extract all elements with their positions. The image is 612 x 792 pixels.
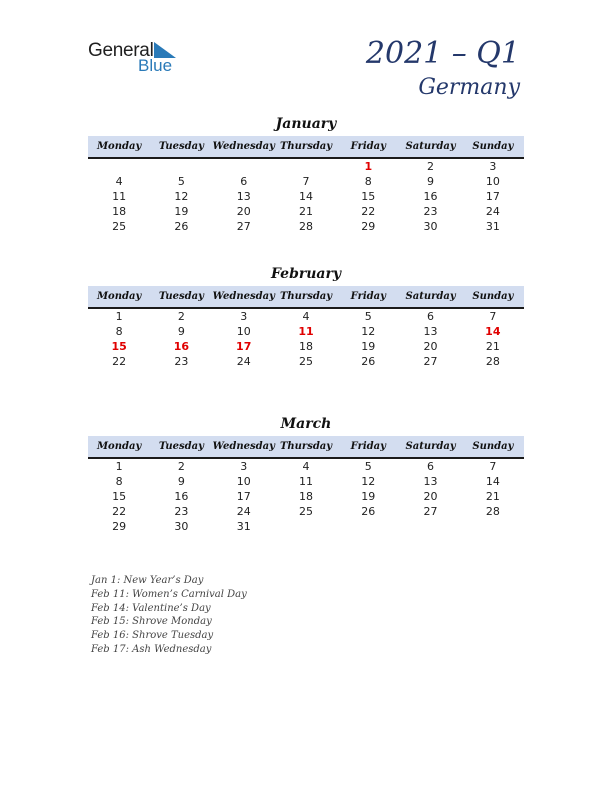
weeks-grid	[88, 459, 524, 534]
holiday-item: Feb 17: Ash Wednesday	[91, 643, 212, 655]
weekday-label: Saturday	[405, 441, 456, 452]
day-cell: 12	[361, 475, 376, 488]
day-cell: 2	[177, 460, 185, 473]
day-cell: 11	[112, 190, 127, 203]
month-calendar-january	[88, 116, 524, 234]
day-cell: 16	[174, 490, 189, 503]
weekday-label: Sunday	[472, 291, 514, 302]
day-cell: 28	[485, 355, 500, 368]
day-cell: 18	[298, 340, 313, 353]
weekday-label: Tuesday	[158, 441, 204, 452]
day-cell: 22	[112, 355, 127, 368]
day-cell: 27	[423, 505, 438, 518]
day-cell: 26	[361, 505, 376, 518]
weekday-label: Monday	[96, 441, 142, 452]
day-cell: 6	[427, 310, 435, 323]
weekday-header	[88, 286, 524, 309]
day-cell: 19	[361, 490, 376, 503]
weekday-label: Thursday	[279, 291, 333, 302]
day-cell: 25	[112, 220, 127, 233]
day-cell: 1	[115, 460, 123, 473]
week-row	[88, 354, 524, 369]
weekday-label: Sunday	[472, 441, 514, 452]
holiday-day-cell: 15	[111, 340, 127, 353]
month-calendar-february	[88, 266, 524, 369]
day-cell: 13	[423, 325, 438, 338]
day-cell: 14	[485, 475, 500, 488]
day-cell: 14	[298, 190, 313, 203]
day-cell: 29	[361, 220, 376, 233]
day-cell: 15	[361, 190, 376, 203]
day-cell: 18	[298, 490, 313, 503]
day-cell: 28	[298, 220, 313, 233]
day-cell: 13	[236, 190, 251, 203]
weekday-label: Friday	[350, 441, 386, 452]
day-cell: 24	[236, 505, 251, 518]
holiday-item: Feb 14: Valentine’s Day	[91, 602, 211, 614]
day-cell: 5	[177, 175, 185, 188]
day-cell: 20	[423, 490, 438, 503]
month-title: March	[280, 416, 332, 432]
page-title: 2021 – Q1	[365, 36, 520, 71]
day-cell: 2	[427, 160, 435, 173]
day-cell: 27	[423, 355, 438, 368]
day-cell: 3	[240, 310, 248, 323]
day-cell: 17	[485, 190, 500, 203]
day-cell: 19	[174, 205, 189, 218]
weekday-label: Tuesday	[158, 291, 204, 302]
week-row	[88, 324, 524, 339]
day-cell: 9	[177, 475, 185, 488]
weekday-label: Wednesday	[212, 291, 275, 302]
day-cell: 4	[302, 460, 310, 473]
day-cell: 10	[236, 475, 251, 488]
day-cell: 23	[423, 205, 438, 218]
holiday-item: Feb 15: Shrove Monday	[91, 616, 212, 628]
week-row	[88, 339, 524, 354]
day-cell: 9	[427, 175, 435, 188]
day-cell: 22	[112, 505, 127, 518]
weekday-label: Monday	[96, 291, 142, 302]
weekday-label: Friday	[350, 141, 386, 152]
day-cell: 8	[115, 325, 123, 338]
day-cell: 29	[112, 520, 127, 533]
week-row	[88, 219, 524, 234]
week-row	[88, 309, 524, 324]
day-cell: 21	[298, 205, 313, 218]
day-cell: 11	[298, 475, 313, 488]
weekday-header	[88, 136, 524, 159]
week-row	[88, 489, 524, 504]
week-row	[88, 459, 524, 474]
day-cell: 23	[174, 505, 189, 518]
day-cell: 25	[298, 505, 313, 518]
brand-logo	[88, 40, 188, 76]
brand-word-general: General	[88, 40, 154, 61]
day-cell: 31	[485, 220, 500, 233]
week-row	[88, 504, 524, 519]
day-cell: 25	[298, 355, 313, 368]
holiday-day-cell: 1	[364, 160, 373, 173]
month-calendar-march	[88, 416, 524, 534]
day-cell: 9	[177, 325, 185, 338]
weekday-header	[88, 436, 524, 459]
day-cell: 10	[236, 325, 251, 338]
day-cell: 5	[364, 460, 372, 473]
day-cell: 21	[485, 340, 500, 353]
day-cell: 2	[177, 310, 185, 323]
holiday-day-cell: 11	[298, 325, 314, 338]
month-title: January	[275, 116, 337, 132]
day-cell: 16	[423, 190, 438, 203]
day-cell: 22	[361, 205, 376, 218]
holiday-item: Feb 11: Women’s Carnival Day	[91, 588, 247, 600]
holiday-day-cell: 17	[236, 340, 252, 353]
day-cell: 4	[302, 310, 310, 323]
brand-word-blue: Blue	[138, 56, 173, 75]
week-row	[88, 474, 524, 489]
day-cell: 27	[236, 220, 251, 233]
day-cell: 20	[423, 340, 438, 353]
day-cell: 30	[423, 220, 438, 233]
weekday-label: Tuesday	[158, 141, 204, 152]
day-cell: 26	[174, 220, 189, 233]
holiday-item: Jan 1: New Year’s Day	[91, 575, 204, 586]
weekday-label: Wednesday	[212, 441, 275, 452]
day-cell: 4	[115, 175, 123, 188]
day-cell: 17	[236, 490, 251, 503]
day-cell: 20	[236, 205, 251, 218]
day-cell: 24	[236, 355, 251, 368]
day-cell: 3	[240, 460, 248, 473]
day-cell: 6	[240, 175, 248, 188]
week-row	[88, 159, 524, 174]
day-cell: 19	[361, 340, 376, 353]
day-cell: 18	[112, 205, 127, 218]
day-cell: 26	[361, 355, 376, 368]
day-cell: 7	[302, 175, 310, 188]
day-cell: 12	[174, 190, 189, 203]
day-cell: 31	[236, 520, 251, 533]
weekday-label: Saturday	[405, 141, 456, 152]
month-title: February	[270, 266, 341, 282]
weekday-label: Sunday	[472, 141, 514, 152]
holiday-item: Feb 16: Shrove Tuesday	[91, 630, 214, 642]
day-cell: 21	[485, 490, 500, 503]
holiday-day-cell: 14	[485, 325, 501, 338]
weeks-grid	[88, 159, 524, 234]
weekday-label: Saturday	[405, 291, 456, 302]
day-cell: 10	[485, 175, 500, 188]
holiday-list	[91, 575, 247, 658]
day-cell: 24	[485, 205, 500, 218]
weekday-label: Thursday	[279, 441, 333, 452]
weekday-label: Monday	[96, 141, 142, 152]
weekday-label: Friday	[350, 291, 386, 302]
week-row	[88, 519, 524, 534]
day-cell: 7	[489, 460, 497, 473]
weeks-grid	[88, 309, 524, 369]
day-cell: 1	[115, 310, 123, 323]
day-cell: 8	[364, 175, 372, 188]
week-row	[88, 189, 524, 204]
week-row	[88, 174, 524, 189]
day-cell: 15	[112, 490, 127, 503]
day-cell: 8	[115, 475, 123, 488]
day-cell: 23	[174, 355, 189, 368]
day-cell: 28	[485, 505, 500, 518]
day-cell: 5	[364, 310, 372, 323]
holiday-day-cell: 16	[173, 340, 190, 353]
week-row	[88, 204, 524, 219]
weekday-label: Thursday	[279, 141, 333, 152]
day-cell: 3	[489, 160, 497, 173]
day-cell: 7	[489, 310, 497, 323]
weekday-label: Wednesday	[212, 141, 275, 152]
day-cell: 30	[174, 520, 189, 533]
day-cell: 13	[423, 475, 438, 488]
country-name: Germany	[418, 75, 520, 100]
day-cell: 12	[361, 325, 376, 338]
day-cell: 6	[427, 460, 435, 473]
